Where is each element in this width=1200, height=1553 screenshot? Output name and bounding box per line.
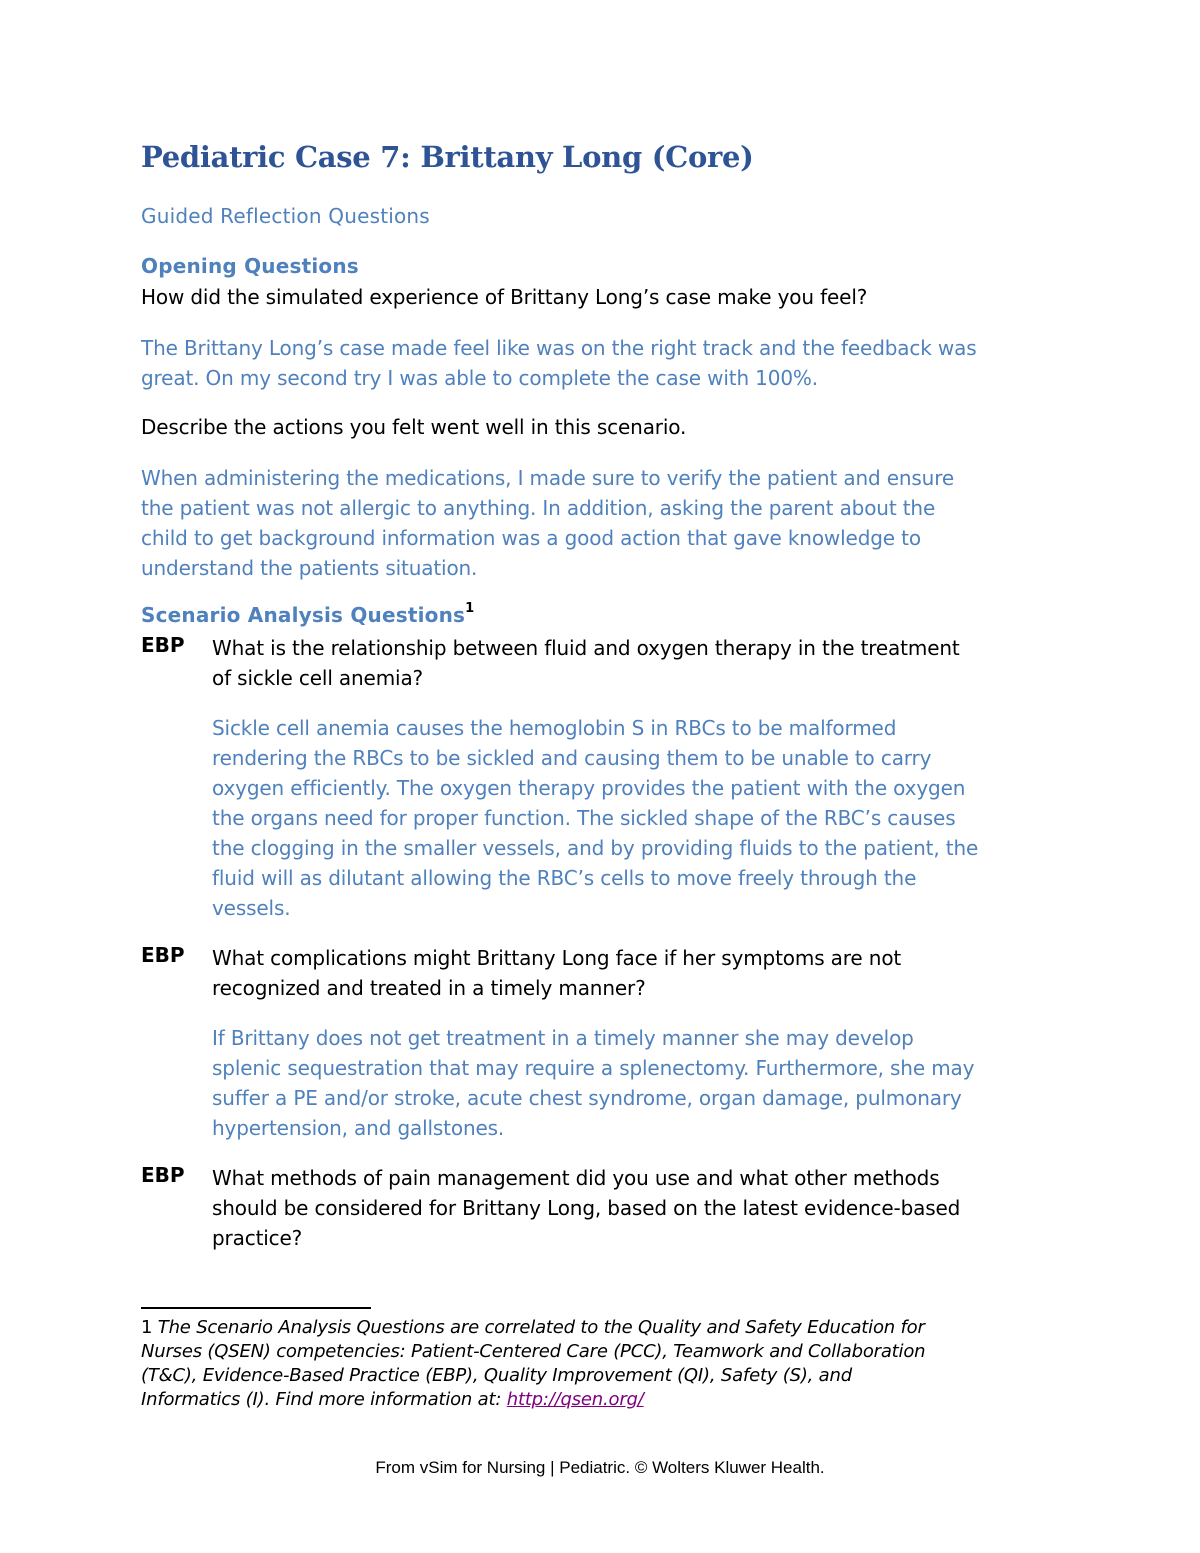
footnote-line: Nurses (QSEN) competencies: Patient-Centered Care (PCC), Teamwork and Collaboration xyxy=(141,1341,926,1362)
ebp-question-text xyxy=(212,633,960,693)
answer-line: great. On my second try I was able to complete the case with 100%. xyxy=(141,366,818,390)
footnote-line: (T&C), Evidence-Based Practice (EBP), Quality Improvement (QI), Safety (S), and xyxy=(141,1365,852,1386)
footnote-line xyxy=(141,1316,925,1340)
answer-line: hypertension, and gallstones. xyxy=(212,1116,505,1140)
ebp-question-text xyxy=(212,943,901,1003)
ebp-label: EBP xyxy=(141,943,185,967)
answer-line: splenic sequestration that may require a splenectomy. Furthermore, she may xyxy=(212,1056,975,1080)
footnote-text: Informatics (I). Find more information at: xyxy=(141,1389,507,1410)
ebp-answer-1 xyxy=(212,713,978,923)
footnote-separator xyxy=(141,1307,371,1309)
question-line: should be considered for Brittany Long, based on the latest evidence-based xyxy=(212,1196,961,1220)
qsen-link[interactable]: http://qsen.org/ xyxy=(506,1389,644,1410)
scenario-analysis-heading xyxy=(141,603,474,627)
ebp-label: EBP xyxy=(141,1163,185,1187)
footnote xyxy=(141,1316,925,1412)
answer-line: When administering the medications, I made sure to verify the patient and ensure xyxy=(141,466,954,490)
question-line: What is the relationship between fluid and oxygen therapy in the treatment xyxy=(212,636,960,660)
answer-line: the organs need for proper function. The sickled shape of the RBC’s causes xyxy=(212,806,956,830)
answer-line: the patient was not allergic to anything. In addition, asking the parent about the xyxy=(141,496,936,520)
opening-answer-1 xyxy=(141,333,976,393)
answer-line: fluid will as dilutant allowing the RBC’s cells to move freely through the xyxy=(212,866,917,890)
opening-questions-heading: Opening Questions xyxy=(141,254,359,278)
answer-line: understand the patients situation. xyxy=(141,556,478,580)
question-line: of sickle cell anemia? xyxy=(212,666,424,690)
question-line: What complications might Brittany Long face if her symptoms are not xyxy=(212,946,902,970)
question-line: recognized and treated in a timely manner? xyxy=(212,976,646,1000)
page-title: Pediatric Case 7: Brittany Long (Core) xyxy=(141,140,754,174)
answer-line: vessels. xyxy=(212,896,291,920)
answer-line: If Brittany does not get treatment in a timely manner she may develop xyxy=(212,1026,914,1050)
footnote-number: 1 xyxy=(141,1317,153,1338)
question-line: What methods of pain management did you use and what other methods xyxy=(212,1166,940,1190)
footnote-text: The Scenario Analysis Questions are correlated to the Quality and Safety Education for xyxy=(157,1317,925,1338)
section-subtitle: Guided Reflection Questions xyxy=(141,204,430,228)
footnote-reference: 1 xyxy=(465,601,475,617)
opening-question-2: Describe the actions you felt went well in this scenario. xyxy=(141,415,687,439)
answer-line: suffer a PE and/or stroke, acute chest syndrome, organ damage, pulmonary xyxy=(212,1086,962,1110)
answer-line: Sickle cell anemia causes the hemoglobin S in RBCs to be malformed xyxy=(212,716,897,740)
opening-answer-2 xyxy=(141,463,954,583)
ebp-question-text xyxy=(212,1163,960,1253)
answer-line: rendering the RBCs to be sickled and causing them to be unable to carry xyxy=(212,746,932,770)
answer-line: The Brittany Long’s case made feel like was on the right track and the feedback was xyxy=(141,336,977,360)
answer-line: oxygen efficiently. The oxygen therapy provides the patient with the oxygen xyxy=(212,776,966,800)
ebp-answer-2 xyxy=(212,1023,974,1143)
page-footer: From vSim for Nursing | Pediatric. © Wolters Kluwer Health. xyxy=(375,1458,825,1477)
opening-question-1: How did the simulated experience of Brittany Long’s case make you feel? xyxy=(141,285,868,309)
question-line: practice? xyxy=(212,1226,303,1250)
answer-line: the clogging in the smaller vessels, and by providing fluids to the patient, the xyxy=(212,836,979,860)
ebp-label: EBP xyxy=(141,633,185,657)
footnote-line xyxy=(141,1388,925,1412)
scenario-heading-text: Scenario Analysis Questions xyxy=(141,603,466,627)
answer-line: child to get background information was a good action that gave knowledge to xyxy=(141,526,921,550)
